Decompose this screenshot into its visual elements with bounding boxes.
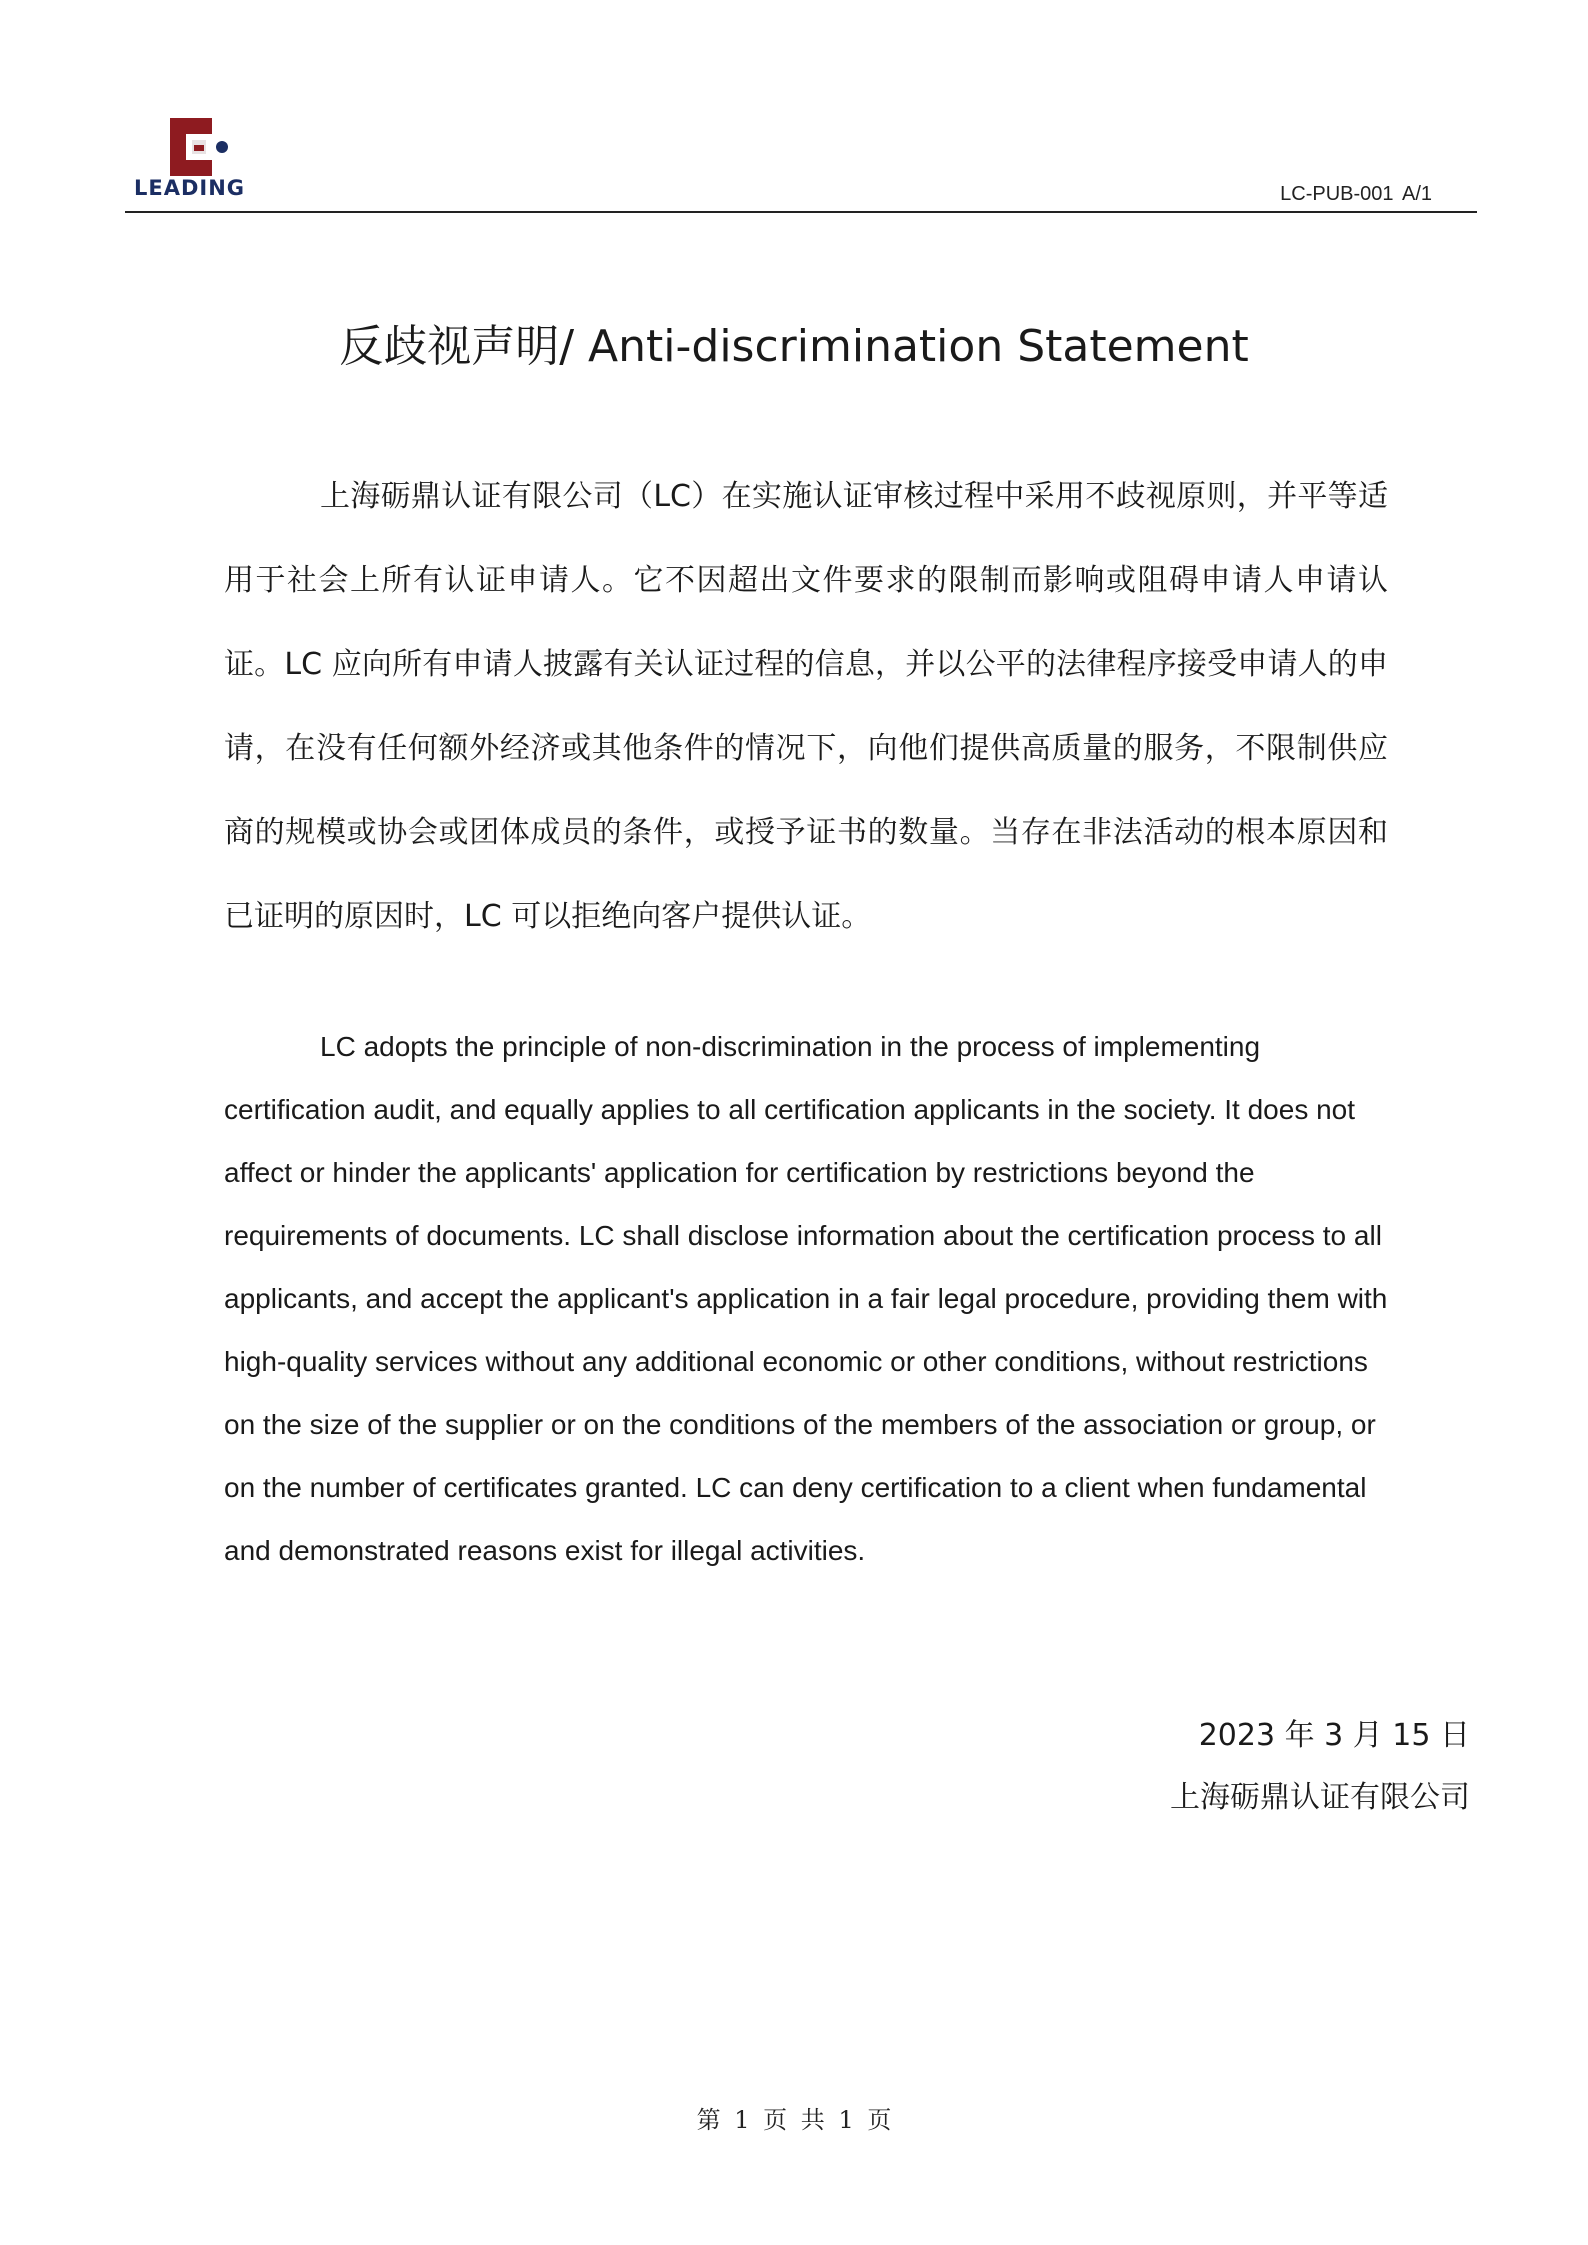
- leading-logo-mark: [132, 112, 268, 182]
- header-divider: [125, 211, 1477, 213]
- signature-company: 上海砺鼎认证有限公司: [1170, 1780, 1470, 1815]
- chinese-statement-paragraph: 上海砺鼎认证有限公司（LC）在实施认证审核过程中采用不歧视原则，并平等适用于社会上所有认证申请人。它不因超出文件要求的限制而影响或阻碍申请人申请认证。LC 应向所有申请人披露有关认证过程的信息，并以公平的法律程序接受申请人的申请，在没有任何额外经济或其他条件的情况下，向他们提供高质量的服务，不限制供应商的规模或协会或团体成员的条件，或授予证书的数量。当存在非法活动的根本原因和已证明的原因时，LC 可以拒绝向客户提供认证。: [224, 479, 1388, 934]
- page-title: 反歧视声明/ Anti-discrimination Statement: [339, 321, 1249, 372]
- logo-text: LEADING: [134, 176, 246, 200]
- signature-date: 2023 年 3 月 15 日: [1198, 1718, 1470, 1753]
- page-number: 第 1 页 共 1 页: [696, 2106, 892, 2134]
- document-code: LC-PUB-001 A/1: [1280, 183, 1432, 205]
- english-statement-paragraph: LC adopts the principle of non-discrimination in the process of implementing certification audit, and equally applies to all certification applicants in the society. It does not affect or hinder the applicants' application for certification by restrictions beyond the requirements of documents. LC shall disclose information about the certification process to all applicants, and accept the applicant's application in a fair legal procedure, providing them with high-quality services without any additional economic or other conditions, without restrictions on the size of the supplier or on the conditions of the members of the association or group, or on the number of certificates granted. LC can deny certification to a client when fundamental and demonstrated reasons exist for illegal activities.: [224, 1031, 1388, 1566]
